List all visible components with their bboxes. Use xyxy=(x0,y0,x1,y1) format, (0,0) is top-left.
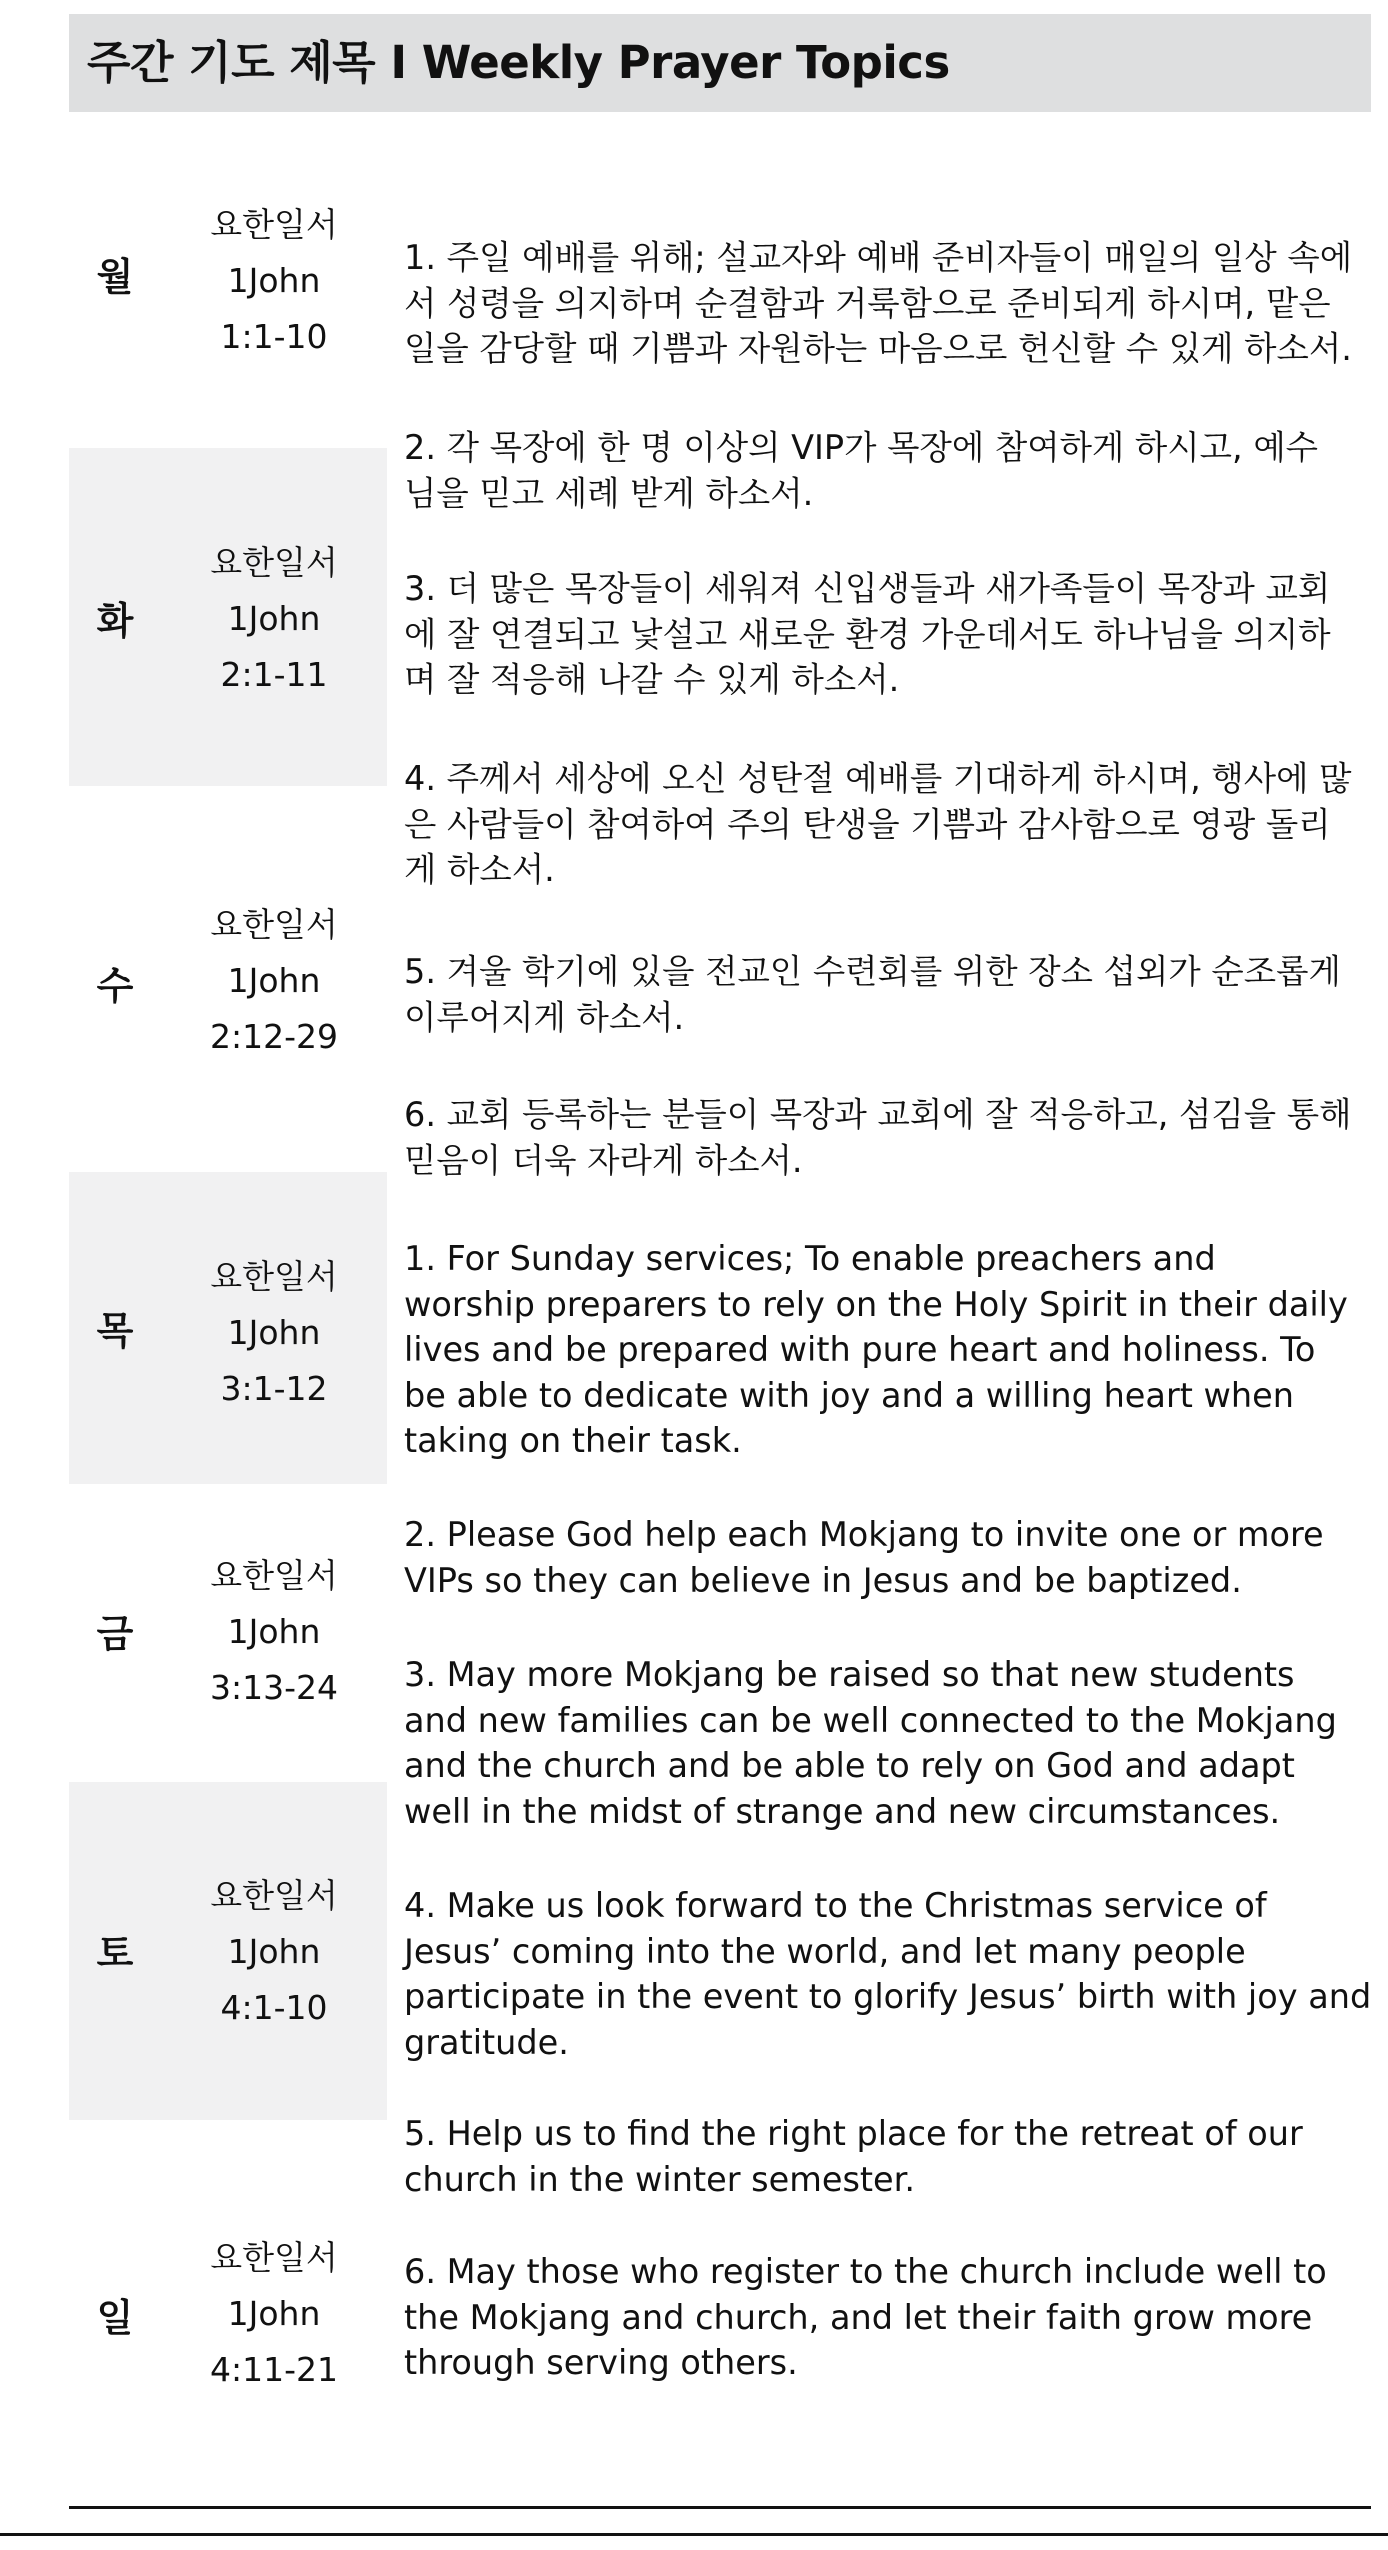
verse-range: 3:1-12 xyxy=(220,1369,328,1408)
verse-range: 1:1-10 xyxy=(220,317,328,356)
book-name-en: 1John xyxy=(227,599,321,638)
scripture-reference xyxy=(181,535,367,703)
prayer-line: lives and be prepared with pure heart and holiness. To xyxy=(404,1330,1316,1369)
verse-range: 2:1-11 xyxy=(220,655,328,694)
prayer-line: 에 잘 연결되고 낯설고 새로운 환경 가운데서도 하나님을 의지하 xyxy=(404,614,1331,654)
prayer-line: 5. Help us to find the right place for the retreat of our xyxy=(404,2114,1303,2153)
book-name-en: 1John xyxy=(227,1932,321,1971)
prayer-line: Jesus’ coming into the world, and let many people xyxy=(404,1931,1246,1971)
book-name-en: 1John xyxy=(227,261,321,300)
prayer-line: church in the winter semester. xyxy=(404,2159,915,2199)
scripture-reference xyxy=(181,1868,367,2036)
prayer-topic-en-1 xyxy=(404,1236,1364,1464)
prayer-line: 며 잘 적응해 나갈 수 있게 하소서. xyxy=(404,660,900,699)
prayer-topic-ko-5 xyxy=(404,949,1364,1040)
prayer-line: taking on their task. xyxy=(404,1421,742,1460)
prayer-topic-ko-3 xyxy=(404,566,1364,703)
prayer-topic-ko-2 xyxy=(404,425,1364,516)
prayer-line: 님을 믿고 세례 받게 하소서. xyxy=(404,473,814,513)
book-name: 요한일서 xyxy=(210,2238,338,2277)
prayer-line: 서 성령을 의지하며 순결함과 거룩함으로 준비되게 하시며, 맡은 xyxy=(404,283,1331,323)
day-label: 목 xyxy=(96,1309,134,1353)
divider-line-bottom xyxy=(0,2533,1388,2536)
scripture-reference xyxy=(181,1249,367,1417)
page-title: 주간 기도 제목 I Weekly Prayer Topics xyxy=(87,36,950,89)
day-label: 토 xyxy=(96,1931,134,1975)
prayer-line: worship preparers to rely on the Holy Spirit in their daily xyxy=(404,1284,1348,1324)
prayer-line: 6. May those who register to the church include well to xyxy=(404,2252,1327,2291)
day-label: 수 xyxy=(96,964,134,1008)
prayer-line: 믿음이 더욱 자라게 하소서. xyxy=(404,1140,803,1180)
prayer-line: be able to dedicate with joy and a willing heart when xyxy=(404,1375,1294,1415)
prayer-line: 6. 교회 등록하는 분들이 목장과 교회에 잘 적응하고, 섬김을 통해 xyxy=(404,1095,1352,1134)
prayer-line: 은 사람들이 참여하여 주의 탄생을 기쁨과 감사함으로 영광 돌리 xyxy=(404,804,1331,844)
prayer-line: 3. 더 많은 목장들이 세워져 신입생들과 새가족들이 목장과 교회 xyxy=(404,569,1331,608)
prayer-topic-en-3 xyxy=(404,1652,1364,1834)
prayer-line: 1. For Sunday services; To enable preachers and xyxy=(404,1239,1216,1278)
prayer-topic-ko-1 xyxy=(404,235,1364,372)
verse-range: 4:1-10 xyxy=(220,1988,328,2027)
book-name: 요한일서 xyxy=(210,1556,338,1595)
prayer-line: the Mokjang and church, and let their faith grow more xyxy=(404,2297,1313,2337)
prayer-line: and new families can be well connected to the Mokjang xyxy=(404,1700,1337,1740)
prayer-line: 4. 주께서 세상에 오신 성탄절 예배를 기대하게 하시며, 행사에 많 xyxy=(404,759,1352,798)
day-label: 금 xyxy=(96,1612,134,1656)
day-label: 화 xyxy=(96,599,134,643)
prayer-line: 2. 각 목장에 한 명 이상의 VIP가 목장에 참여하게 하시고, 예수 xyxy=(404,428,1319,467)
prayer-line: 5. 겨울 학기에 있을 전교인 수련회를 위한 장소 섭외가 순조롭게 xyxy=(404,952,1341,991)
prayer-line: participate in the event to glorify Jesus’ birth with joy and xyxy=(404,1977,1372,2016)
verse-range: 4:11-21 xyxy=(209,2350,338,2389)
prayer-line: 3. May more Mokjang be raised so that new students xyxy=(404,1655,1295,1694)
prayer-line: 2. Please God help each Mokjang to invite one or more xyxy=(404,1515,1324,1554)
prayer-line: through serving others. xyxy=(404,2343,798,2382)
prayer-topic-en-6 xyxy=(404,2249,1364,2386)
prayer-line: gratitude. xyxy=(404,2022,569,2062)
prayer-line: well in the midst of strange and new circumstances. xyxy=(404,1791,1281,1831)
header-bar xyxy=(69,14,1371,112)
divider-line xyxy=(69,2506,1371,2509)
book-name-en: 1John xyxy=(227,2294,321,2333)
day-label: 일 xyxy=(96,2296,134,2340)
scripture-reference xyxy=(181,197,367,365)
prayer-line: 이루어지게 하소서. xyxy=(404,997,685,1037)
prayer-line: 4. Make us look forward to the Christmas service of xyxy=(404,1886,1267,1925)
scripture-reference xyxy=(181,897,367,1065)
book-name: 요한일서 xyxy=(210,905,338,944)
book-name-en: 1John xyxy=(227,961,321,1000)
book-name-en: 1John xyxy=(227,1313,321,1352)
book-name: 요한일서 xyxy=(210,543,338,582)
book-name-en: 1John xyxy=(227,1612,321,1651)
prayer-topic-en-2 xyxy=(404,1512,1364,1603)
prayer-topic-ko-6 xyxy=(404,1092,1364,1183)
book-name: 요한일서 xyxy=(210,205,338,244)
scripture-reference xyxy=(181,1548,367,1716)
day-label: 월 xyxy=(96,255,134,299)
verse-range: 3:13-24 xyxy=(209,1668,338,1707)
prayer-line: VIPs so they can believe in Jesus and be baptized. xyxy=(404,1560,1242,1600)
book-name: 요한일서 xyxy=(210,1876,338,1915)
prayer-line: 1. 주일 예배를 위해; 설교자와 예배 준비자들이 매일의 일상 속에 xyxy=(404,238,1353,277)
book-name: 요한일서 xyxy=(210,1257,338,1296)
prayer-line: and the church and be able to rely on God and adapt xyxy=(404,1746,1295,1785)
prayer-line: 일을 감당할 때 기쁨과 자원하는 마음으로 헌신할 수 있게 하소서. xyxy=(404,329,1352,368)
scripture-reference xyxy=(181,2230,367,2398)
prayer-topic-en-5 xyxy=(404,2111,1364,2202)
prayer-topic-ko-4 xyxy=(404,756,1364,893)
verse-range: 2:12-29 xyxy=(209,1017,338,1056)
prayer-line: 게 하소서. xyxy=(404,850,555,889)
prayer-topic-en-4 xyxy=(404,1883,1372,2065)
